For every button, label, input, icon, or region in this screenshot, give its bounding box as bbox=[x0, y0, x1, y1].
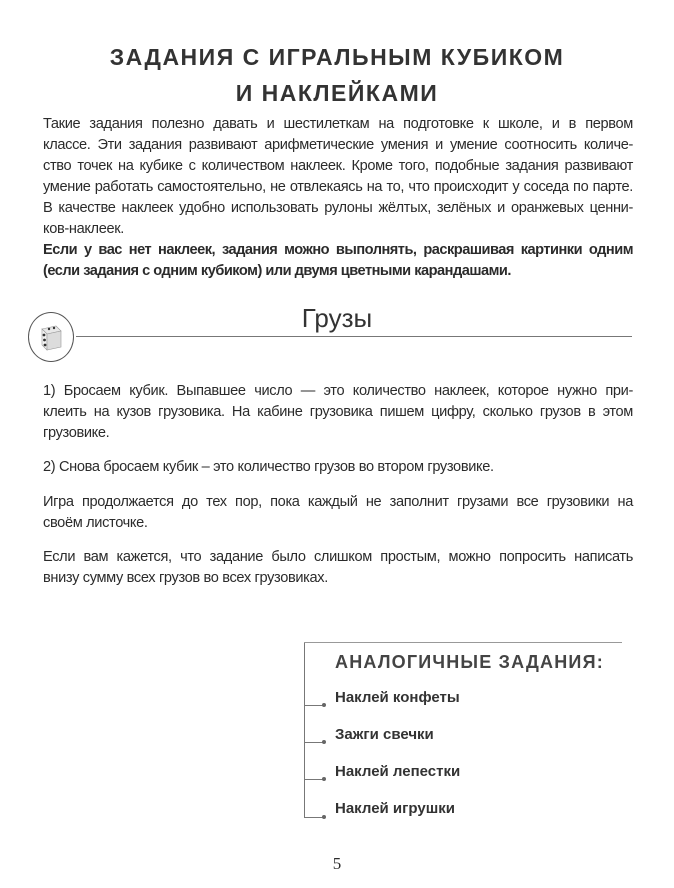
intro-line: Такие задания полезно давать и шестилеткам на подготовке к школе, и в первом bbox=[43, 116, 633, 132]
rule-line: Если вам кажется, что задание было слишком простым, можно попросить написать bbox=[43, 549, 633, 565]
rule-line: клеить на кузов грузовика. На кабине грузовика пишем цифру, сколько грузов в этом bbox=[43, 404, 633, 420]
rule-line: грузовике. bbox=[43, 425, 110, 441]
intro-line: ков-наклеек. bbox=[43, 221, 124, 237]
branch-connector bbox=[304, 779, 324, 780]
intro-line: В качестве наклеек удобно использовать рулоны жёлтых, зелёных и оранжевых ценни- bbox=[43, 200, 633, 216]
bold-note-line: Если у вас нет наклеек, задания можно выполнять, раскрашивая картинки одним bbox=[43, 242, 633, 258]
rule-line: своём листочке. bbox=[43, 515, 148, 531]
intro-line: классе. Эти задания развивают арифметические умения и умение соотносить количе- bbox=[43, 137, 633, 153]
rule-line: Игра продолжается до тех пор, пока каждый не заполнит грузами все грузовики на bbox=[43, 494, 633, 510]
rule-line: 1) Бросаем кубик. Выпавшее число — это количество наклеек, которое нужно при- bbox=[43, 383, 633, 399]
page-title-line-1: ЗАДАНИЯ С ИГРАЛЬНЫМ КУБИКОМ bbox=[109, 44, 565, 70]
intro-line: ство точек на кубике с количеством наклеек. Кроме того, подобные задания развивают bbox=[43, 158, 633, 174]
similar-task-item: Наклей игрушки bbox=[335, 800, 455, 817]
similar-task-item: Зажги свечки bbox=[335, 726, 434, 743]
similar-tasks-heading: АНАЛОГИЧНЫЕ ЗАДАНИЯ: bbox=[335, 652, 604, 672]
rule-line: внизу сумму всех грузов во всех грузовиках. bbox=[43, 570, 328, 586]
branch-connector bbox=[304, 817, 324, 818]
page-title-line-2: И НАКЛЕЙКАМИ bbox=[235, 80, 439, 106]
bracket-line bbox=[304, 642, 305, 818]
bracket-line bbox=[304, 642, 622, 643]
bold-note-line: (если задания с одним кубиком) или двумя цветными карандашами. bbox=[43, 263, 511, 279]
branch-connector bbox=[304, 742, 324, 743]
intro-line: умение работать самостоятельно, не отвлекаясь на то, что происходит у соседа по парте. bbox=[43, 179, 633, 195]
section-title: Грузы bbox=[301, 303, 373, 333]
similar-task-item: Наклей конфеты bbox=[335, 689, 460, 706]
similar-task-item: Наклей лепестки bbox=[335, 763, 461, 780]
page-number: 5 bbox=[332, 854, 342, 873]
rule-line: 2) Снова бросаем кубик – это количество грузов во втором грузовике. bbox=[43, 459, 494, 475]
section-divider bbox=[76, 336, 632, 337]
branch-connector bbox=[304, 705, 324, 706]
